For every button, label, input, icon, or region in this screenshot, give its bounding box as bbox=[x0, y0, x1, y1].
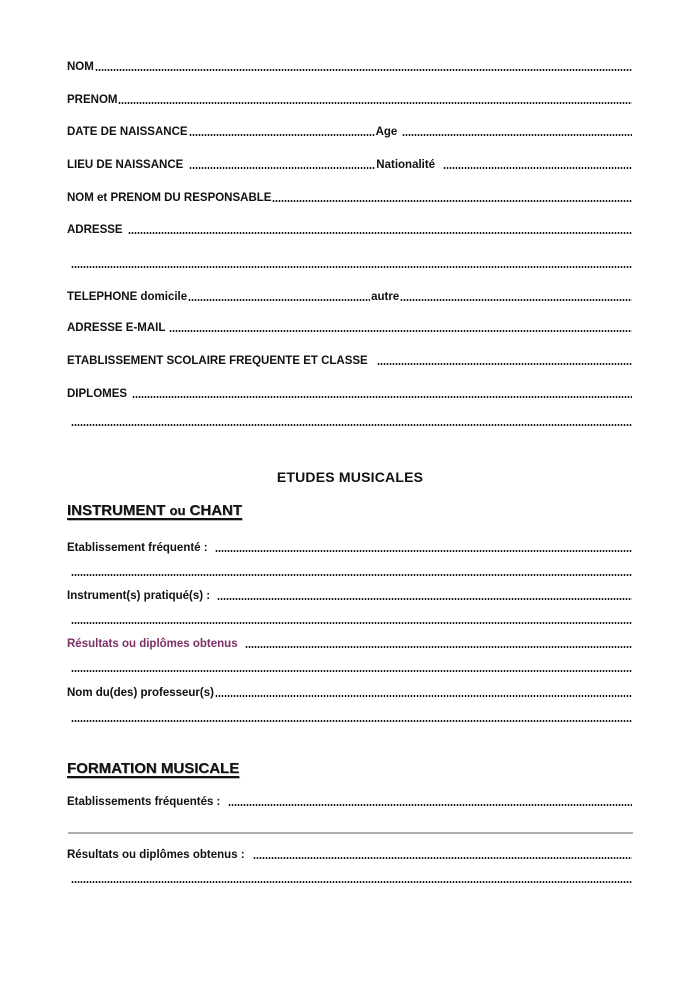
field-adresse[interactable] bbox=[67, 223, 632, 237]
dotted-line bbox=[245, 646, 632, 648]
field-label: ADRESSE bbox=[67, 224, 123, 236]
field-label: ADRESSE E-MAIL bbox=[67, 322, 166, 334]
field-label-autre: autre bbox=[371, 291, 400, 303]
dotted-line bbox=[118, 102, 632, 104]
field-resultats-formation[interactable] bbox=[67, 848, 632, 862]
field-date-naissance[interactable] bbox=[67, 125, 632, 139]
dotted-line bbox=[443, 167, 632, 169]
dotted-line bbox=[228, 804, 632, 806]
field-nom[interactable] bbox=[67, 60, 632, 74]
dotted-line bbox=[188, 299, 370, 301]
field-diplomes-continued[interactable] bbox=[70, 415, 632, 429]
field-instruments-pratiques[interactable] bbox=[67, 589, 632, 603]
field-nom-professeurs-continued[interactable] bbox=[70, 711, 632, 725]
field-telephone[interactable] bbox=[67, 290, 632, 304]
field-etablissements-frequentes-continued[interactable] bbox=[67, 823, 633, 837]
dotted-line bbox=[68, 832, 633, 834]
dotted-line bbox=[215, 695, 632, 697]
dotted-line bbox=[71, 266, 632, 268]
dotted-line bbox=[132, 396, 632, 398]
dotted-line bbox=[189, 167, 375, 169]
heading-part: CHANT bbox=[185, 502, 243, 519]
field-etablissement-scolaire[interactable] bbox=[67, 354, 632, 368]
field-lieu-naissance[interactable] bbox=[67, 158, 632, 172]
dotted-line bbox=[272, 200, 632, 202]
field-label: ETABLISSEMENT SCOLAIRE FREQUENTE ET CLASSE bbox=[67, 355, 368, 367]
heading-part: INSTRUMENT bbox=[67, 502, 170, 519]
dotted-line bbox=[71, 622, 632, 624]
field-instruments-pratiques-continued[interactable] bbox=[70, 613, 632, 627]
dotted-line bbox=[71, 670, 632, 672]
field-etablissement-frequente[interactable] bbox=[67, 541, 632, 555]
field-label: Instrument(s) pratiqué(s) : bbox=[67, 590, 211, 602]
dotted-line bbox=[217, 598, 632, 600]
field-nom-professeurs[interactable] bbox=[67, 686, 632, 700]
field-resultats-formation-continued[interactable] bbox=[70, 872, 632, 886]
field-label: DIPLOMES bbox=[67, 388, 128, 400]
dotted-line bbox=[95, 69, 632, 71]
field-diplomes[interactable] bbox=[67, 387, 632, 401]
subsection-heading-formation: FORMATION MUSICALE bbox=[67, 760, 240, 777]
dotted-line bbox=[71, 424, 632, 426]
field-label-age: Age bbox=[375, 126, 398, 138]
field-etablissements-frequentes[interactable] bbox=[67, 795, 632, 809]
dotted-line bbox=[169, 330, 632, 332]
field-label: DATE DE NAISSANCE bbox=[67, 126, 188, 138]
field-label: Résultats ou diplômes obtenus : bbox=[67, 849, 245, 861]
dotted-line bbox=[400, 299, 632, 301]
dotted-line bbox=[71, 720, 632, 722]
field-label: Résultats ou diplômes obtenus bbox=[67, 638, 238, 650]
field-responsable[interactable] bbox=[67, 191, 632, 205]
field-label: Etablissement fréquenté : bbox=[67, 542, 208, 554]
heading-part-small: ou bbox=[169, 503, 186, 518]
field-adresse-continued[interactable] bbox=[70, 257, 632, 271]
field-label: PRENOM bbox=[67, 94, 118, 106]
dotted-line bbox=[189, 134, 375, 136]
field-etablissement-frequente-continued[interactable] bbox=[70, 565, 632, 579]
dotted-line bbox=[71, 574, 632, 576]
field-label: NOM bbox=[67, 61, 94, 73]
field-resultats-instrument[interactable] bbox=[67, 637, 632, 651]
subsection-heading-instrument bbox=[67, 502, 242, 519]
dotted-line bbox=[215, 550, 632, 552]
field-label: TELEPHONE domicile bbox=[67, 291, 188, 303]
field-prenom[interactable] bbox=[67, 93, 632, 107]
dotted-line bbox=[128, 232, 632, 234]
dotted-line bbox=[253, 857, 632, 859]
field-label: LIEU DE NAISSANCE bbox=[67, 159, 184, 171]
dotted-line bbox=[377, 363, 632, 365]
field-label: Nom du(des) professeur(s) bbox=[67, 687, 214, 699]
field-email[interactable] bbox=[67, 321, 632, 335]
field-label: NOM et PRENOM DU RESPONSABLE bbox=[67, 192, 272, 204]
field-label-nationalite: Nationalité bbox=[376, 159, 436, 171]
dotted-line bbox=[71, 881, 632, 883]
section-title-etudes-musicales: ETUDES MUSICALES bbox=[276, 469, 424, 485]
field-resultats-instrument-continued[interactable] bbox=[70, 661, 632, 675]
field-label: Etablissements fréquentés : bbox=[67, 796, 221, 808]
dotted-line bbox=[402, 134, 632, 136]
